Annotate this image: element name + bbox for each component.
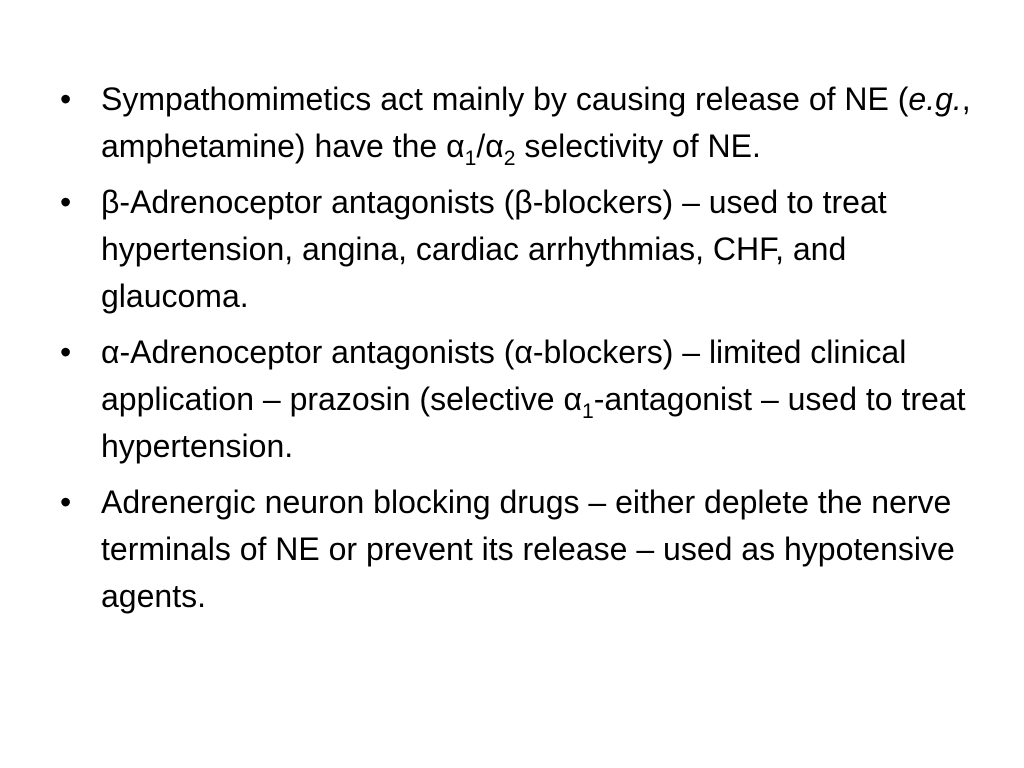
bullet-item-sympathomimetics — [60, 76, 980, 170]
bullet-text — [101, 81, 971, 171]
subscript: 1 — [464, 147, 477, 171]
italic-segment: e.g. — [908, 81, 962, 117]
bullet-dot-icon: • — [60, 484, 72, 520]
bullet-item-neuron-blocking — [60, 479, 980, 620]
text-segment: α-Adrenoceptor antagonists (α-blockers) – limited clinical application – prazosin (selective α — [101, 334, 907, 417]
bullet-dot-icon: • — [60, 81, 72, 117]
subscript: 2 — [503, 147, 516, 171]
text-segment: selectivity of NE. — [515, 128, 761, 164]
bullet-text — [101, 334, 966, 464]
bullet-dot-icon: • — [60, 334, 72, 370]
bullet-dot-icon: • — [60, 184, 72, 220]
text-segment: Sympathomimetics act mainly by causing release of NE ( — [101, 81, 909, 117]
subscript: 1 — [581, 400, 594, 424]
bullet-item-alpha-blockers — [60, 329, 980, 470]
bullet-item-beta-blockers — [60, 179, 980, 320]
bullet-text: β-Adrenoceptor antagonists (β-blockers) – used to treat hypertension, angina, cardiac arrhythmias, CHF, and glaucoma. — [101, 184, 887, 314]
bullet-text: Adrenergic neuron blocking drugs – either deplete the nerve terminals of NE or prevent its release – used as hypotensive agents. — [101, 484, 955, 614]
text-segment: /α — [476, 128, 504, 164]
bullet-list — [60, 76, 980, 629]
text-segment: -antagonist – used to treat hypertension. — [101, 381, 966, 464]
text-segment: , amphetamine) have the α — [101, 81, 971, 164]
